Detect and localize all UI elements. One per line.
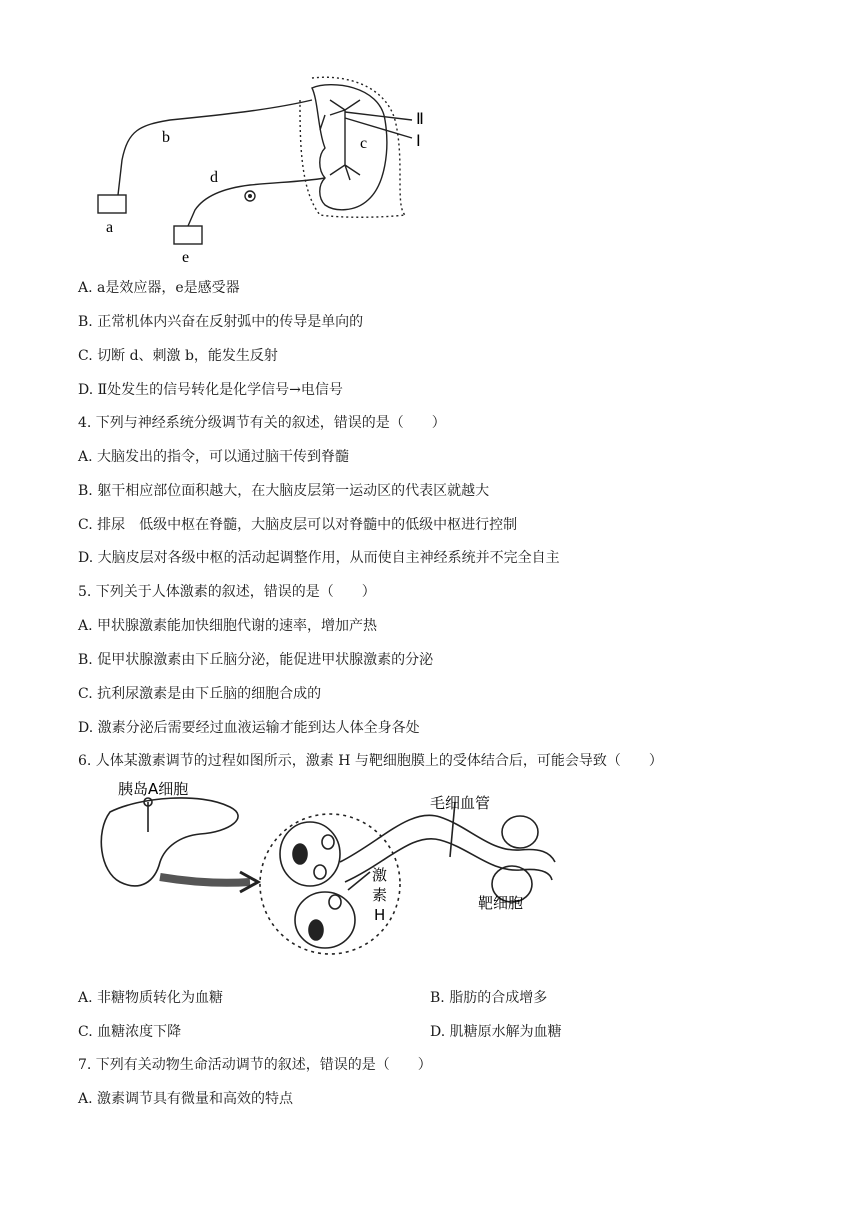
q3-option-b: B. 正常机体内兴奋在反射弧中的传导是单向的 [78,314,364,330]
q5-option-c: C. 抗利尿激素是由下丘脑的细胞合成的 [78,686,322,702]
q5-stem: 5. 下列关于人体激素的叙述，错误的是（ ） [78,584,376,600]
label-c: c [360,135,368,152]
q5-option-d: D. 激素分泌后需要经过血液运输才能到达人体全身各处 [78,720,420,736]
q6-option-c: C. 血糖浓度下降 [78,1024,182,1040]
q3-option-d: D. Ⅱ处发生的信号转化是化学信号→电信号 [78,382,343,398]
q4-option-d: D. 大脑皮层对各级中枢的活动起调整作用，从而使自主神经系统并不完全自主 [78,550,560,566]
q4-option-a: A. 大脑发出的指令，可以通过脑干传到脊髓 [78,449,350,465]
label-II: Ⅱ [416,111,424,128]
hormone-figure [0,772,860,972]
label-hormone-1: 激 [372,866,388,884]
q4-option-b: B. 躯干相应部位面积越大，在大脑皮层第一运动区的代表区就越大 [78,483,490,499]
q6-stem: 6. 人体某激素调节的过程如图所示，激素 H 与靶细胞膜上的受体结合后，可能会导致（ ） [78,753,663,769]
label-capillary: 毛细血管 [430,794,491,812]
label-hormone-3: H [374,906,386,924]
q7-option-a: A. 激素调节具有微量和高效的特点 [78,1091,294,1107]
label-target-cell: 靶细胞 [478,894,524,912]
label-e: e [182,249,190,266]
q6-option-a: A. 非糖物质转化为血糖 [78,990,224,1006]
label-islet-a-cell: 胰岛A细胞 [118,780,189,798]
q5-option-a: A. 甲状腺激素能加快细胞代谢的速率，增加产热 [78,618,378,634]
q5-option-b: B. 促甲状腺激素由下丘脑分泌，能促进甲状腺激素的分泌 [78,652,434,668]
reflex-arc-figure [0,0,860,270]
label-hormone-2: 素 [372,886,388,904]
q7-stem: 7. 下列有关动物生命活动调节的叙述，错误的是（ ） [78,1057,432,1073]
label-a: a [106,219,114,236]
q6-option-b: B. 脂肪的合成增多 [430,990,548,1006]
q4-stem: 4. 下列与神经系统分级调节有关的叙述，错误的是（ ） [78,415,446,431]
q3-option-a: A. a是效应器，e是感受器 [78,280,240,296]
q6-option-d: D. 肌糖原水解为血糖 [430,1024,562,1040]
q3-option-c: C. 切断 d、刺激 b，能发生反射 [78,348,278,364]
label-I: Ⅰ [416,133,421,150]
label-d: d [210,169,218,186]
label-b: b [162,129,170,146]
q4-option-c: C. 排尿 低级中枢在脊髓，大脑皮层可以对脊髓中的低级中枢进行控制 [78,517,518,533]
